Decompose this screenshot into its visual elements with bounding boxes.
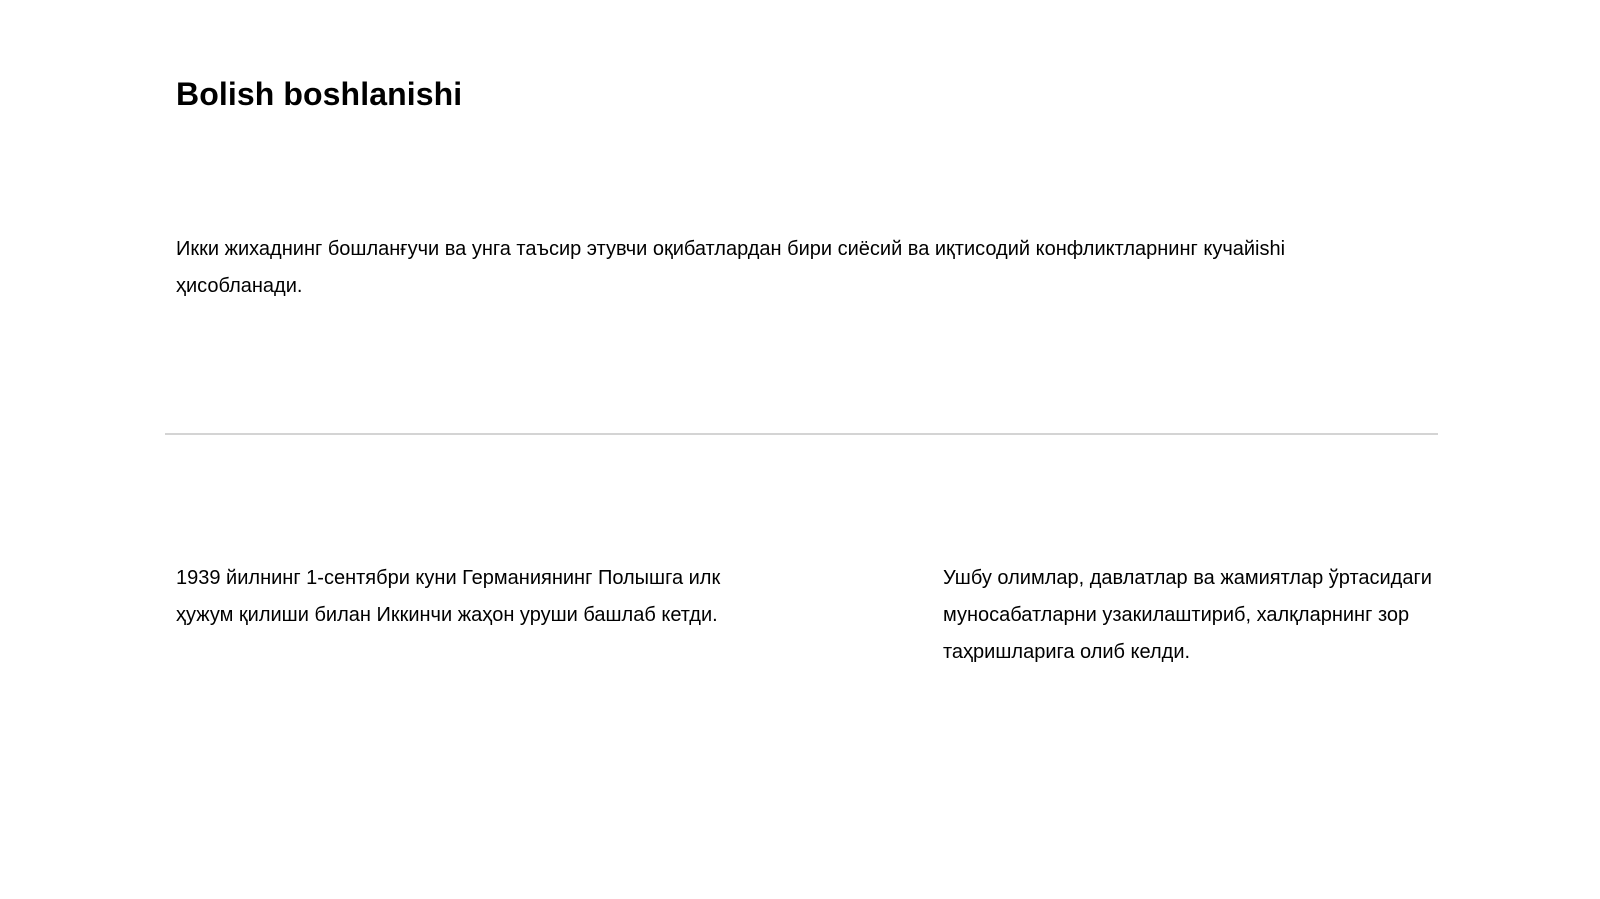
- left-column-text: 1939 йилнинг 1-сентябри куни Германиянинг Полышга илк ҳужум қилиши билан Иккинчи жаҳон уруши башлаб кетди.: [176, 567, 721, 626]
- divider-line: [165, 433, 1438, 435]
- intro-paragraph: Икки жихаднинг бошланғучи ва унга таъсир этувчи оқибатлардан бири сиёсий ва иқтисодий конфликтларнинг кучайishi ҳисобланади.: [176, 238, 1286, 297]
- right-column-text: Ушбу олимлар, давлатлар ва жамиятлар ўртасидаги муносабатларни узакилаштириб, халқларнинг зор таҳришларига олиб келди.: [943, 567, 1432, 663]
- slide-title: Bolish boshlanishi: [176, 76, 463, 112]
